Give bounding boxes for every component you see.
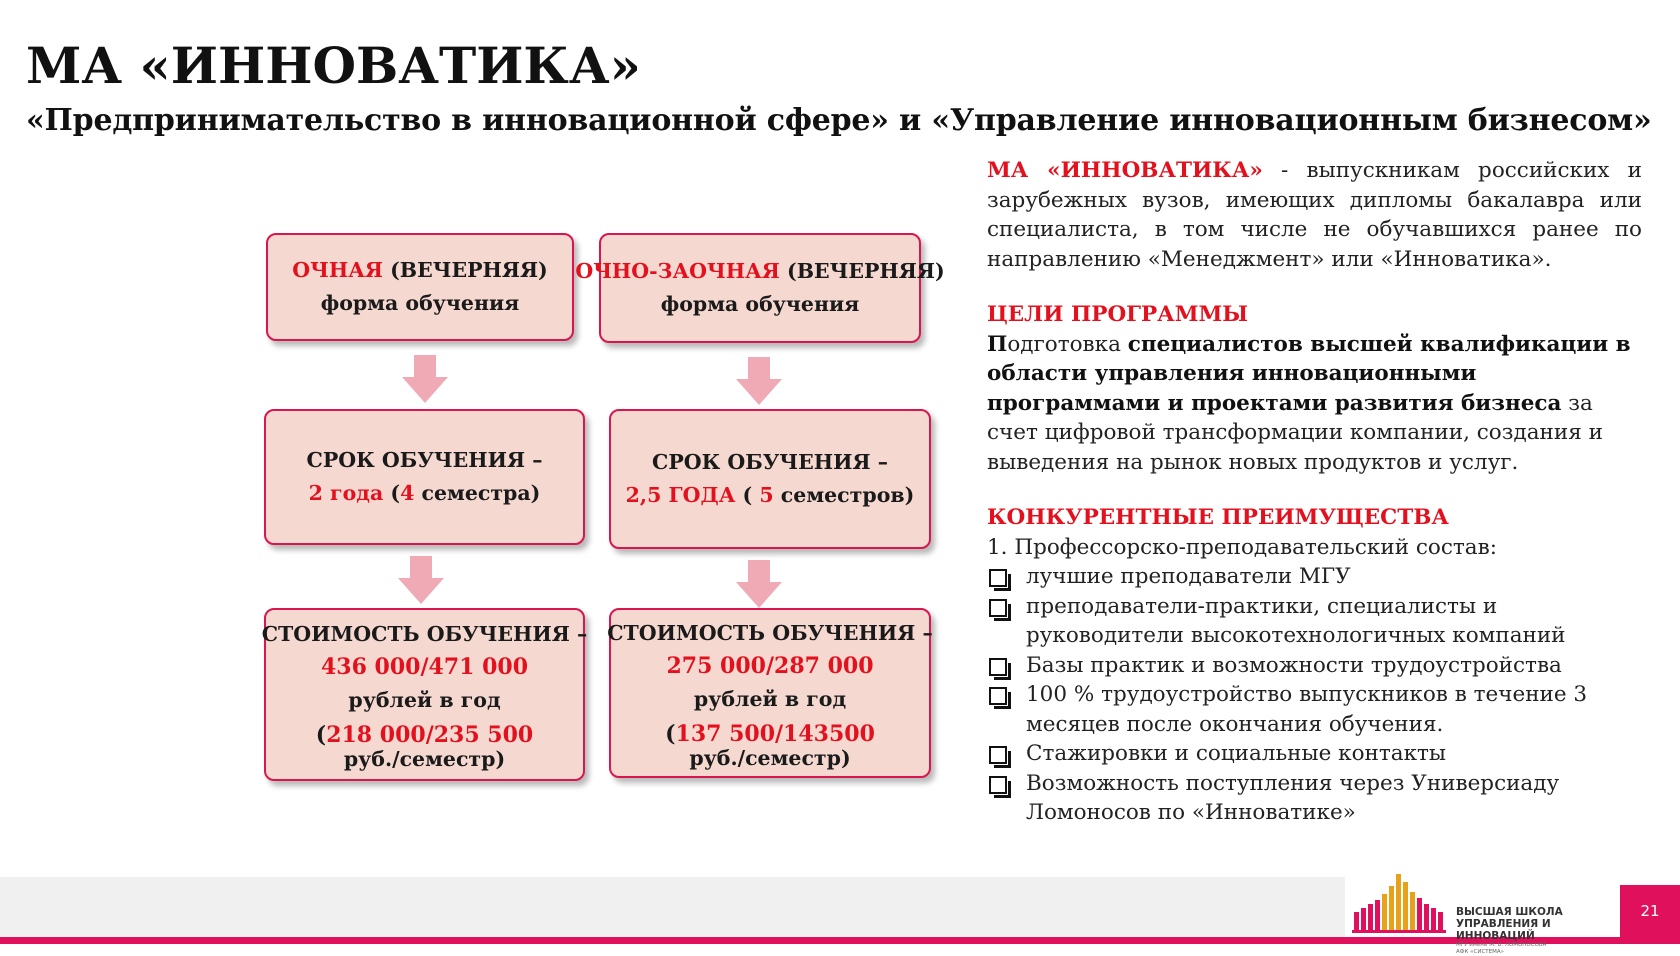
list-item-text: Стажировки и социальные контакты <box>1026 741 1447 766</box>
list-item <box>987 562 1642 592</box>
duration-years: 2,5 ГОДА <box>625 483 736 507</box>
list-item <box>987 680 1642 739</box>
form-label: форма обучения <box>660 292 860 316</box>
cost-semester-open: ( <box>665 720 676 747</box>
duration-semesters-label: семестра) <box>414 481 541 505</box>
duration-label: СРОК ОБУЧЕНИЯ – <box>652 450 888 474</box>
cost-semester-price: 137 500/143500 <box>675 720 875 747</box>
cost-unit: рублей в год <box>693 686 847 711</box>
form-type: ОЧНАЯ <box>292 258 383 282</box>
form-type: ОЧНО-ЗАОЧНАЯ <box>575 259 780 283</box>
cost-unit: рублей в год <box>348 688 501 712</box>
page-title: МА «ИННОВАТИКА» <box>26 36 641 95</box>
cost-label: СТОИМОСТЬ ОБУЧЕНИЯ – <box>261 622 588 646</box>
duration-open: ( <box>735 483 760 507</box>
form-type-suffix: (ВЕЧЕРНЯЯ) <box>779 259 945 283</box>
down-arrow-icon <box>736 357 782 405</box>
list-item-text: лучшие преподаватели МГУ <box>1026 564 1351 589</box>
form-label: форма обучения <box>320 291 520 315</box>
cost-semester-open: ( <box>315 722 327 748</box>
logo-line2: УПРАВЛЕНИЯ И ИННОВАЦИЙ <box>1456 918 1551 942</box>
goals-text <box>987 330 1642 478</box>
cost-price: 436 000/471 000 <box>320 654 529 680</box>
checkbox-bullet-icon <box>989 658 1007 676</box>
cost-box-full-time <box>261 608 588 781</box>
checkbox-bullet-icon <box>989 569 1007 587</box>
goals-heading: ЦЕЛИ ПРОГРАММЫ <box>987 302 1249 327</box>
form-box-part-time <box>575 233 945 343</box>
footer-accent-line <box>0 937 1680 944</box>
cost-semester-unit: руб./семестр) <box>343 747 506 771</box>
list-item-text: преподаватели-практики, специалисты и руководители высокотехнологичных компаний <box>1026 593 1566 648</box>
cost-price: 275 000/287 000 <box>666 652 874 679</box>
duration-years: 2 года <box>308 481 384 505</box>
description-column <box>987 156 1642 828</box>
form-type-suffix: (ВЕЧЕРНЯЯ) <box>382 258 548 282</box>
cost-box-part-time <box>609 608 931 778</box>
list-item <box>987 592 1642 651</box>
advantages-heading: КОНКУРЕНТНЫЕ ПРЕИМУЩЕСТВА <box>987 505 1449 530</box>
cost-semester-unit: руб./семестр) <box>689 745 851 770</box>
duration-box-full-time <box>264 409 585 545</box>
checkbox-bullet-icon <box>989 687 1007 705</box>
list-item-text: Возможность поступления через Универсиаду Ломоносов по «Инноватике» <box>1026 770 1560 825</box>
duration-semesters: 4 <box>400 481 415 505</box>
duration-semesters: 5 <box>759 483 774 507</box>
list-item <box>987 651 1642 681</box>
down-arrow-icon <box>398 556 444 604</box>
checkbox-bullet-icon <box>989 776 1007 794</box>
footer-bar <box>0 877 1345 944</box>
logo-small1: МГУ имени М. В. ЛОМОНОСОВА <box>1456 942 1547 948</box>
cost-label: СТОИМОСТЬ ОБУЧЕНИЯ – <box>607 620 933 645</box>
program-name: МА «ИННОВАТИКА» <box>987 158 1263 183</box>
duration-label: СРОК ОБУЧЕНИЯ – <box>306 448 543 472</box>
down-arrow-icon <box>402 355 448 403</box>
checkbox-bullet-icon <box>989 599 1007 617</box>
down-arrow-icon <box>736 560 782 608</box>
advantages-intro: 1. Профессорско-преподавательский состав: <box>987 534 1497 560</box>
page-number: 21 <box>1620 885 1680 937</box>
duration-box-part-time <box>609 409 931 549</box>
advantages-list <box>987 562 1642 828</box>
goals-first-letter: П <box>987 331 1008 357</box>
goals-text-bold: специалистов высшей квалификации в области управления инновационными программами и проектами развития бизнеса <box>987 331 1631 416</box>
program-intro-text: - выпускникам российских и зарубежных вузов, имеющих дипломы бакалавра или специалиста, в том числе не обучавшихся ранее по направлению «Менеджмент» или «Инноватика». <box>987 158 1642 272</box>
list-item <box>987 769 1642 828</box>
page-subtitle: «Предпринимательство в инновационной сфере» и «Управление инновационным бизнесом» <box>26 103 1652 138</box>
logo-line1: ВЫСШАЯ ШКОЛА <box>1456 906 1563 918</box>
program-intro <box>987 156 1642 274</box>
list-item-text: Базы практик и возможности трудоустройства <box>1026 652 1562 678</box>
list-item-text: 100 % трудоустройство выпускников в течение 3 месяцев после окончания обучения. <box>1026 682 1588 737</box>
duration-semesters-label: семестров) <box>773 483 915 507</box>
goals-text-part2: за счет цифровой трансформации компании, создания и выведения на рынок новых продуктов и услуг. <box>987 390 1603 475</box>
cost-semester-price: 218 000/235 500 <box>326 722 534 748</box>
goals-text-part1: одготовка <box>1007 331 1128 357</box>
checkbox-bullet-icon <box>989 746 1007 764</box>
duration-open: ( <box>383 481 401 505</box>
list-item <box>987 739 1642 769</box>
form-box-full-time <box>266 233 574 341</box>
school-logo-text <box>1456 906 1626 956</box>
logo-small2: АФК «СИСТЕМА» <box>1456 949 1505 955</box>
